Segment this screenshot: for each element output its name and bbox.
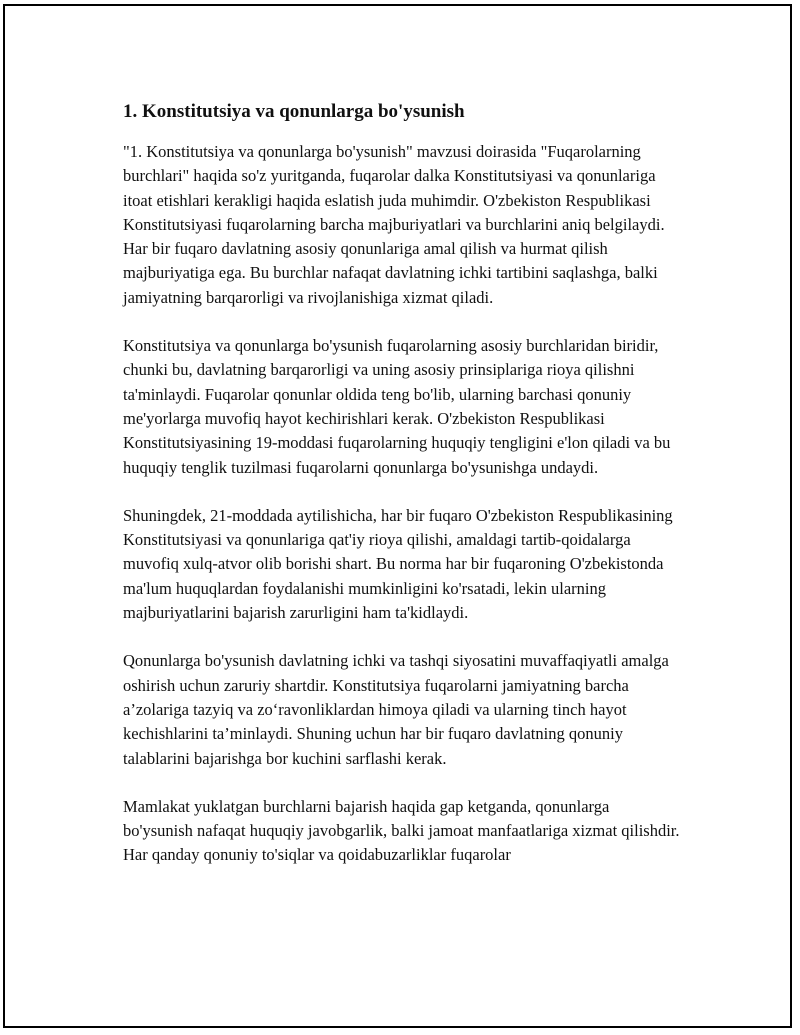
paragraph-3: Shuningdek, 21-moddada aytilishicha, har bir fuqaro O'zbekiston Respublikasining Konstitutsiyasi va qonunlariga qat'iy rioya qilishi, amaldagi tartib-qoidalarga muvofiq xulq-atvor olib borishi shart. Bu norma har bir fuqaroning O'zbekistonda ma'lum huquqlardan foydalanishi mumkinligini ko'rsatadi, lekin ularning majburiyatlarini bajarish zarurligini ham ta'kidlaydi. bbox=[123, 505, 673, 623]
page-title: 1. Konstitutsiya va qonunlarga bo'ysunish bbox=[123, 101, 465, 122]
paragraph-2: Konstitutsiya va qonunlarga bo'ysunish fuqarolarning asosiy burchlaridan biridir, chunki bu, davlatning barqarorligi va uning asosiy prinsiplariga rioya qilishni ta'minlaydi. Fuqarolar qonunlar oldida teng bo'lib, ularning barchasi qonuniy me'yorlarga muvofiq hayot kechirishlari kerak. O'zbekiston Respublikasi Konstitutsiyasining 19-moddasi fuqarolarning huquqiy tengligini e'lon qiladi va bu huquqiy tenglik tuzilmasi fuqarolarni qonunlarga bo'ysunishga undaydi. bbox=[123, 336, 671, 477]
document-body bbox=[123, 100, 683, 892]
page-border bbox=[3, 4, 792, 1028]
paragraph-4: Qonunlarga bo'ysunish davlatning ichki va tashqi siyosatini muvaffaqiyatli amalga oshirish uchun zaruriy shartdir. Konstitutsiya fuqarolarni jamiyatning barcha a’zolariga tazyiq va zo‘ravonliklardan himoya qiladi va ularning tinch hayot kechishlarini ta’minlaydi. Shuning uchun har bir fuqaro davlatning qonuniy talablarini bajarishga bor kuchini sarflashi kerak. bbox=[123, 651, 669, 768]
paragraph-5: Mamlakat yuklatgan burchlarni bajarish haqida gap ketganda, qonunlarga bo'ysunish nafaqat huquqiy javobgarlik, balki jamoat manfaatlariga xizmat qilishdir. Har qanday qonuniy to'siqlar va qoidabuzarliklar fuqarolar bbox=[123, 796, 680, 865]
paragraph-1: "1. Konstitutsiya va qonunlarga bo'ysunish" mavzusi doirasida "Fuqarolarning burchlari" haqida so'z yuritganda, fuqarolar dalka Konstitutsiyasi va qonunlariga itoat etishlari kerakligi haqida eslatish juda muhimdir. O'zbekiston Respublikasi Konstitutsiyasi fuqarolarning barcha majburiyatlari va burchlarini aniq belgilaydi. Har bir fuqaro davlatning asosiy qonunlariga amal qilish va hurmat qilish majburiyatiga ega. Bu burchlar nafaqat davlatning ichki tartibini saqlashga, balki jamiyatning barqarorligi va rivojlanishiga xizmat qiladi. bbox=[123, 142, 665, 307]
